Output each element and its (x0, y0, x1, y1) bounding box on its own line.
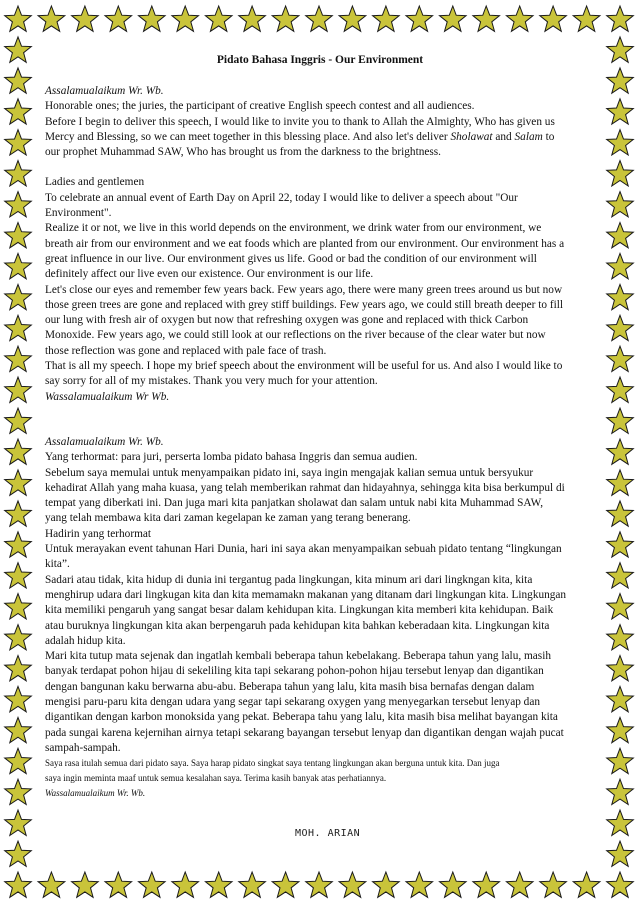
body-line: great influence in our live. Our environment gives us life. Good or bad the condition of our environment will (45, 252, 537, 265)
indonesian-greeting: Assalamualaikum Wr. Wb. (45, 435, 164, 448)
body-line: definitely affect our live even our existence. Our environment is our life. (45, 268, 374, 281)
star-icon (440, 872, 467, 897)
star-icon (5, 377, 32, 402)
star-icon (5, 130, 32, 155)
star-icon (607, 872, 634, 897)
body-line: Let's close our eyes and remember few years back. Few years ago, there were many green trees around us but now (45, 283, 563, 296)
star-icon (607, 717, 634, 742)
signature: MOH. ARIAN (295, 828, 361, 839)
star-icon (406, 6, 433, 31)
body-line: atau buruknya lingkungan kita akan berpengaruh pada kehidupan kita bahkan keberadaan kita. Lingkungan kita (45, 619, 550, 632)
salam-word: Salam (514, 130, 543, 143)
body-line: Sebelum saya memulai untuk menyampaikan pidato ini, saya ingin mengajak kalian semua untuk bersyukur (45, 466, 534, 479)
star-icon (5, 625, 32, 650)
star-icon (506, 872, 533, 897)
star-icon (607, 37, 634, 62)
star-icon (5, 841, 32, 866)
star-icon (607, 68, 634, 93)
body-line: kita memiliki pengaruh yang sangat besar dalam kehidupan kita. Lingkungan kita memberi kita kehidupan. Baik (45, 604, 554, 617)
indonesian-speech (45, 435, 595, 801)
star-icon (105, 872, 132, 897)
star-icon (607, 377, 634, 402)
star-icon (607, 470, 634, 495)
star-icon (105, 6, 132, 31)
body-line: To celebrate an annual event of Earth Day on April 22, today I would like to deliver a speech about "Our (45, 191, 518, 204)
star-icon (272, 872, 299, 897)
star-icon (373, 872, 400, 897)
star-icon (38, 6, 65, 31)
star-icon (473, 872, 500, 897)
star-icon (607, 532, 634, 557)
body-line: adalah hidup kita. (45, 634, 126, 647)
body-line: banyak terdapat pohon hijau di sekeliling kita tapi sekarang pohon-pohon hijau tersebut lenyap dan digantikan (45, 665, 544, 678)
star-icon (607, 192, 634, 217)
star-icon (172, 872, 199, 897)
star-icon (5, 748, 32, 773)
body-line: digantikan dengan karbon monoksida yang pekat. Beberapa tahu yang lalu, kita masih bisa melihat bayangan kita (45, 711, 558, 724)
star-icon (5, 408, 32, 433)
star-icon (607, 6, 634, 31)
star-icon (38, 872, 65, 897)
star-icon (5, 37, 32, 62)
star-icon (5, 656, 32, 681)
star-icon (5, 470, 32, 495)
body-line: Hadirin yang terhormat (45, 527, 152, 540)
body-line: breath air from our environment and we eat foods which are planted from our environment. Our environment has a (45, 237, 565, 250)
star-icon (607, 563, 634, 588)
star-icon (5, 161, 32, 186)
star-icon (5, 253, 32, 278)
star-icon (5, 779, 32, 804)
star-icon (205, 6, 232, 31)
star-icon (406, 872, 433, 897)
document-body (45, 54, 595, 801)
star-icon (540, 6, 567, 31)
english-line: Before I begin to deliver this speech, I would like to invite you to thank to Allah the Almighty, Who has given us (45, 115, 555, 128)
indonesian-body (45, 450, 595, 756)
body-line: Sadari atau tidak, kita hidup di dunia ini tergantug pada lingkungan, kita minum ari dari lingkngan kita, kita (45, 573, 533, 586)
star-icon (5, 594, 32, 619)
body-line: dengan bangunan kaku berwarna abu-abu. Beberapa tahun yang lalu, kita masih bisa bernafas dengan dalam (45, 680, 535, 693)
body-line: Monoxide. Few years ago, we could still look at our reflections on the river because of the clear water but now (45, 329, 546, 342)
star-icon (5, 192, 32, 217)
star-icon (5, 563, 32, 588)
star-icon (5, 346, 32, 371)
star-icon (205, 872, 232, 897)
star-icon (473, 6, 500, 31)
star-icon (139, 6, 166, 31)
body-line: pada sungai karena kejernihan airnya tetapi sekarang bayangan tersebut lenyap dan digantikan dengan wajah pucat (45, 726, 564, 739)
star-icon (239, 872, 266, 897)
star-icon (607, 223, 634, 248)
body-line: say sorry for all of my mistakes. Thank you very much for your attention. (45, 375, 378, 388)
star-icon (5, 717, 32, 742)
body-line: yang telah membawa kita dari zaman kegelapan ke zaman yang terang benerang. (45, 512, 411, 525)
star-icon (5, 439, 32, 464)
star-icon (607, 408, 634, 433)
star-icon (607, 99, 634, 124)
body-line: Mari kita tutup mata sejenak dan ingatlah kembali beberapa tahun kebelakang. Beberapa tahun yang lalu, masih (45, 650, 551, 663)
and-word: and (492, 130, 515, 143)
star-icon (5, 223, 32, 248)
english-closing: Wassalamualaikum Wr Wb. (45, 390, 170, 403)
star-icon (373, 6, 400, 31)
indonesian-small-line: saya ingin meminta maaf untuk semua kesalahan saya. Terima kasih banyak atas perhatiannya. (45, 773, 387, 784)
star-icon (339, 872, 366, 897)
star-icon (239, 6, 266, 31)
star-icon (607, 625, 634, 650)
indonesian-small-line: Saya rasa itulah semua dari pidato saya. Saya harap pidato singkat saya tentang lingkungan akan berguna untuk kita. Dan juga (45, 758, 500, 769)
star-icon (573, 6, 600, 31)
mercy-text: Mercy and Blessing, so we can meet together in this blessing place. And also let's deliver (45, 130, 451, 143)
star-icon (607, 284, 634, 309)
english-line: our prophet Muhammad SAW, Who has brought us from the darkness to the brightness. (45, 146, 442, 159)
body-line: kehadirat Allah yang maha kuasa, yang telah memberikan rahmat dan hidayahnya, sehingga kita bisa berkumpul di (45, 481, 565, 494)
body-line: Untuk merayakan event tahunan Hari Dunia, hari ini saya akan menyampaikan sebuah pidato tentang “lingkungan (45, 543, 562, 556)
star-icon (272, 6, 299, 31)
body-line: kita”. (45, 558, 70, 571)
body-line: menghirup udara dari lingkugan kita dan kita memamakn makanan yang ditanam dari lingkungan kita. Lingkungan (45, 588, 567, 601)
star-icon (5, 532, 32, 557)
star-icon (306, 6, 333, 31)
body-line: sampah-sampah. (45, 741, 121, 754)
star-icon (5, 872, 32, 897)
star-icon (5, 68, 32, 93)
english-speech (45, 84, 595, 405)
star-icon (306, 872, 333, 897)
to-word: to (542, 130, 555, 143)
star-icon (5, 284, 32, 309)
star-icon (5, 6, 32, 31)
english-greeting: Assalamualaikum Wr. Wb. (45, 85, 164, 97)
star-icon (5, 810, 32, 835)
star-icon (607, 253, 634, 278)
body-line: mengisi paru-paru kita dengan udara yang segar tapi sekarang oxygen yang menyegarkan tersebut lenyap dan (45, 695, 540, 708)
english-mercy-line (45, 130, 595, 145)
star-icon (607, 439, 634, 464)
star-icon (607, 501, 634, 526)
star-icon (72, 872, 99, 897)
star-icon (339, 6, 366, 31)
body-line: our lung with fresh air of oxygen but now that refreshing oxygen was gone and replaced with thick Carbon (45, 314, 529, 327)
star-icon (607, 130, 634, 155)
star-icon (607, 686, 634, 711)
star-icon (5, 315, 32, 340)
star-icon (5, 99, 32, 124)
star-icon (607, 315, 634, 340)
star-icon (607, 841, 634, 866)
star-icon (607, 748, 634, 773)
body-line: That is all my speech. I hope my brief speech about the environment will be useful for us. And also I would like to (45, 360, 563, 373)
indonesian-closing: Wassalamualaikum Wr. Wb. (45, 788, 146, 799)
document-title: Pidato Bahasa Inggris - Our Environment (216, 54, 424, 66)
star-icon (607, 810, 634, 835)
star-icon (72, 6, 99, 31)
star-icon (607, 779, 634, 804)
star-icon (5, 686, 32, 711)
body-line: tempat yang diberkati ini. Dan juga mari kita panjatkan sholawat dan salam untuk nabi kita Muhammad SAW, (45, 497, 544, 510)
body-line: those reflection was gone and replaced with pale face of trash. (45, 344, 327, 357)
star-icon (172, 6, 199, 31)
star-icon (607, 656, 634, 681)
body-line: Realize it or not, we live in this world depends on the environment, we drink water from our environment, we (45, 222, 542, 235)
star-icon (440, 6, 467, 31)
star-icon (5, 501, 32, 526)
english-line: Honorable ones; the juries, the participant of creative English speech contest and all audiences. (45, 100, 475, 113)
star-icon (139, 872, 166, 897)
star-icon (607, 161, 634, 186)
body-line: those green trees are gone and replaced with grey stiff buildings. Few years ago, we could still breath deeper to fill (45, 298, 564, 311)
star-icon (607, 594, 634, 619)
star-icon (607, 346, 634, 371)
body-line: Yang terhormat: para juri, perserta lomba pidato bahasa Inggris dan semua audien. (45, 451, 418, 464)
star-icon (573, 872, 600, 897)
ladies-heading: Ladies and gentlemen (45, 176, 145, 189)
star-icon (540, 872, 567, 897)
sholawat-word: Sholawat (450, 130, 493, 143)
english-body (45, 191, 595, 390)
star-icon (506, 6, 533, 31)
body-line: Environment". (45, 207, 112, 220)
